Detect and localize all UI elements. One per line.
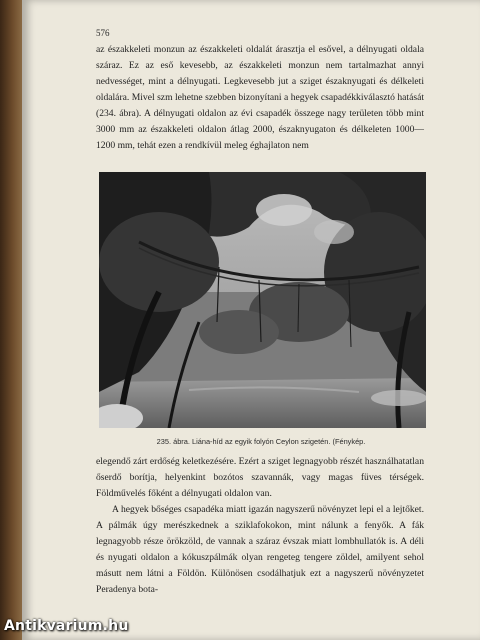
bottom-paragraph-2: A hegyek bőséges csapadéka miatt igazán nagyszerű növényzet lepi el a lejtőket. A pálmák úgy merészkednek a sziklafokokon, mint nálunk a fenyők. A fák legnagyobb része örökzöld, de vannak a száraz évszak miatt lombhullatók is. A déli és nyugati oldalon a kókuszpálmák olyan rengeteg tengere zöldel, amilyent sehol másutt nem látni a Földön. Különösen csodálhatjuk ezt a nagyszerű növényzetet Peradenya bota- [96, 504, 424, 595]
bottom-paragraph-1: elegendő zárt erdőség keletkezésére. Ezért a sziget legnagyobb részét használhatatlan őserdő borítja, helyenkint bozótos szavannák, vagy magas füves térségek. Földművelés főként a délnyugati oldalon van. [96, 456, 424, 499]
book-spine [0, 0, 22, 640]
watermark-logo: Antikvarium.hu [4, 618, 129, 634]
figure-photo [99, 172, 426, 428]
top-paragraph: az északkeleti monzun az északkeleti oldalát árasztja el esővel, a délnyugati oldala száraz. Ez az eső kevesebb, az északkeleti monzun nem tartalmazhat annyi nedvességet, mint a délnyugati. Legkevesebb jut a sziget északnyugati és délkeleti oldalára. Mivel szm lehetne szebben bizonyítani a hegyek csapadékkiválasztó hatását (234. ábra). A délnyugati oldalon az évi csapadék összege nagy területen több mint 3000 mm az északkeleti oldalon átlag 2000, északnyugaton és délkeleten 1000—1200 mm, tehát ezen a rendkívül meleg éghajlaton nem [96, 44, 424, 151]
page-number: 576 [96, 28, 110, 38]
liana-bridge-photo [99, 172, 426, 428]
bottom-text-block [96, 454, 424, 598]
figure-caption: 235. ábra. Liána-híd az egyik folyón Ceylon szigetén. (Fénykép. [156, 437, 366, 446]
